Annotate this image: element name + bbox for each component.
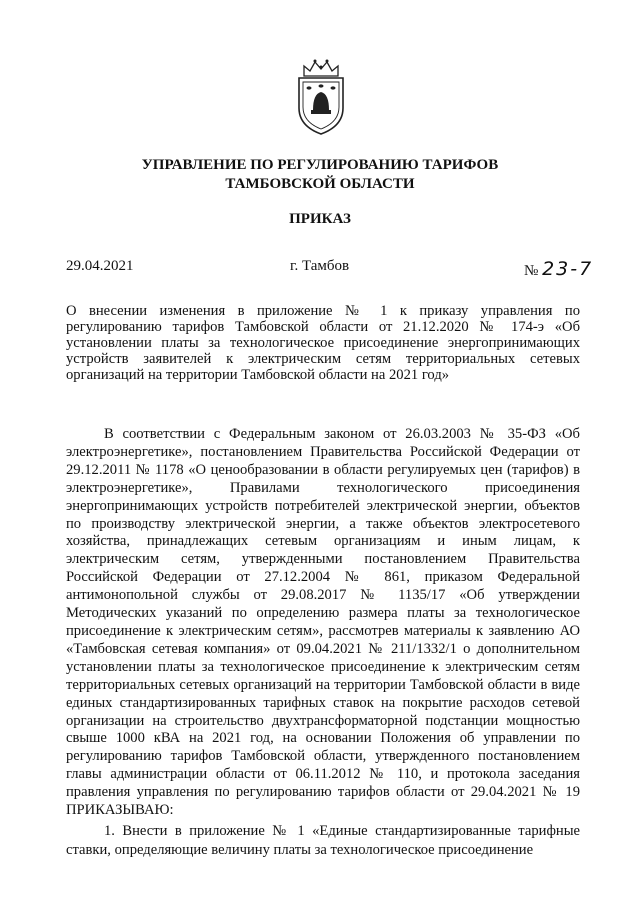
order-item-1: 1. Внести в приложение № 1 «Единые стандартизированные тарифные ставки, определяющие величину платы за технологическое присоединение: [66, 823, 580, 858]
organization-name-line1: УПРАВЛЕНИЕ ПО РЕГУЛИРОВАНИЮ ТАРИФОВ: [141, 157, 499, 173]
document-body-paragraph: В соответствии с Федеральным законом от 26.03.2003 № 35-ФЗ «Об электроэнергетике», постановлением Правительства Российской Федерации от 29.12.2011 № 1178 «О ценообразовании в области регулируемых цен (тарифов) в электроэнергетике», Правилами технологического присоединения энергопринимающих устройств потребителей электрической энергии, объектов по производству электрической энергии, а также объектов электросетевого хозяйства, принадлежащих сетевым организациям и иным лицам, к электрическим сетям, утвержденными постановлением Правительства Российской Федерации от 27.12.2004 № 861, приказом Федеральной антимонопольной службы от 29.08.2017 № 1135/17 «Об утверждении Методических указаний по определению размера платы за технологическое присоединение к электрическим сетям», рассмотрев материалы к заявлению АО «Тамбовская сетевая компания» от 09.04.2021 № 211/1332/1 о дополнительном установлении платы за технологическое присоединение к электрическим сетям территориальных сетевых организаций на территории Тамбовской области в виде единых стандартизированных тарифных ставок на покрытие расходов сетевой организации на строительство двухтрансформаторной подстанции мощностью свыше 1000 кВА на 2021 год, на основании Положения об управлении по регулированию тарифов Тамбовской области, утвержденного постановлением главы администрации области от 06.11.2012 № 110, и протокола заседания правления управления по регулированию тарифов области от 29.04.2021 № 19 ПРИКАЗЫВАЮ:: [66, 426, 580, 819]
number-handwritten: 23-7: [542, 258, 594, 280]
number-prefix: №: [524, 263, 539, 279]
coat-of-arms-icon: [290, 56, 352, 138]
document-city: г. Тамбов: [290, 258, 350, 274]
document-number: [524, 258, 593, 280]
document-subject: О внесении изменения в приложение № 1 к приказу управления по регулированию тарифов Тамбовской области от 21.12.2020 № 174-э «Об установлении платы за технологическое присоединение энергопринимающих устройств заявителей к электрическим сетям территориальных сетевых организаций на территории Тамбовской области на 2021 год»: [66, 303, 580, 383]
organization-name-line2: ТАМБОВСКОЙ ОБЛАСТИ: [225, 176, 415, 192]
document-type: ПРИКАЗ: [289, 211, 351, 227]
document-date: 29.04.2021: [66, 258, 134, 274]
